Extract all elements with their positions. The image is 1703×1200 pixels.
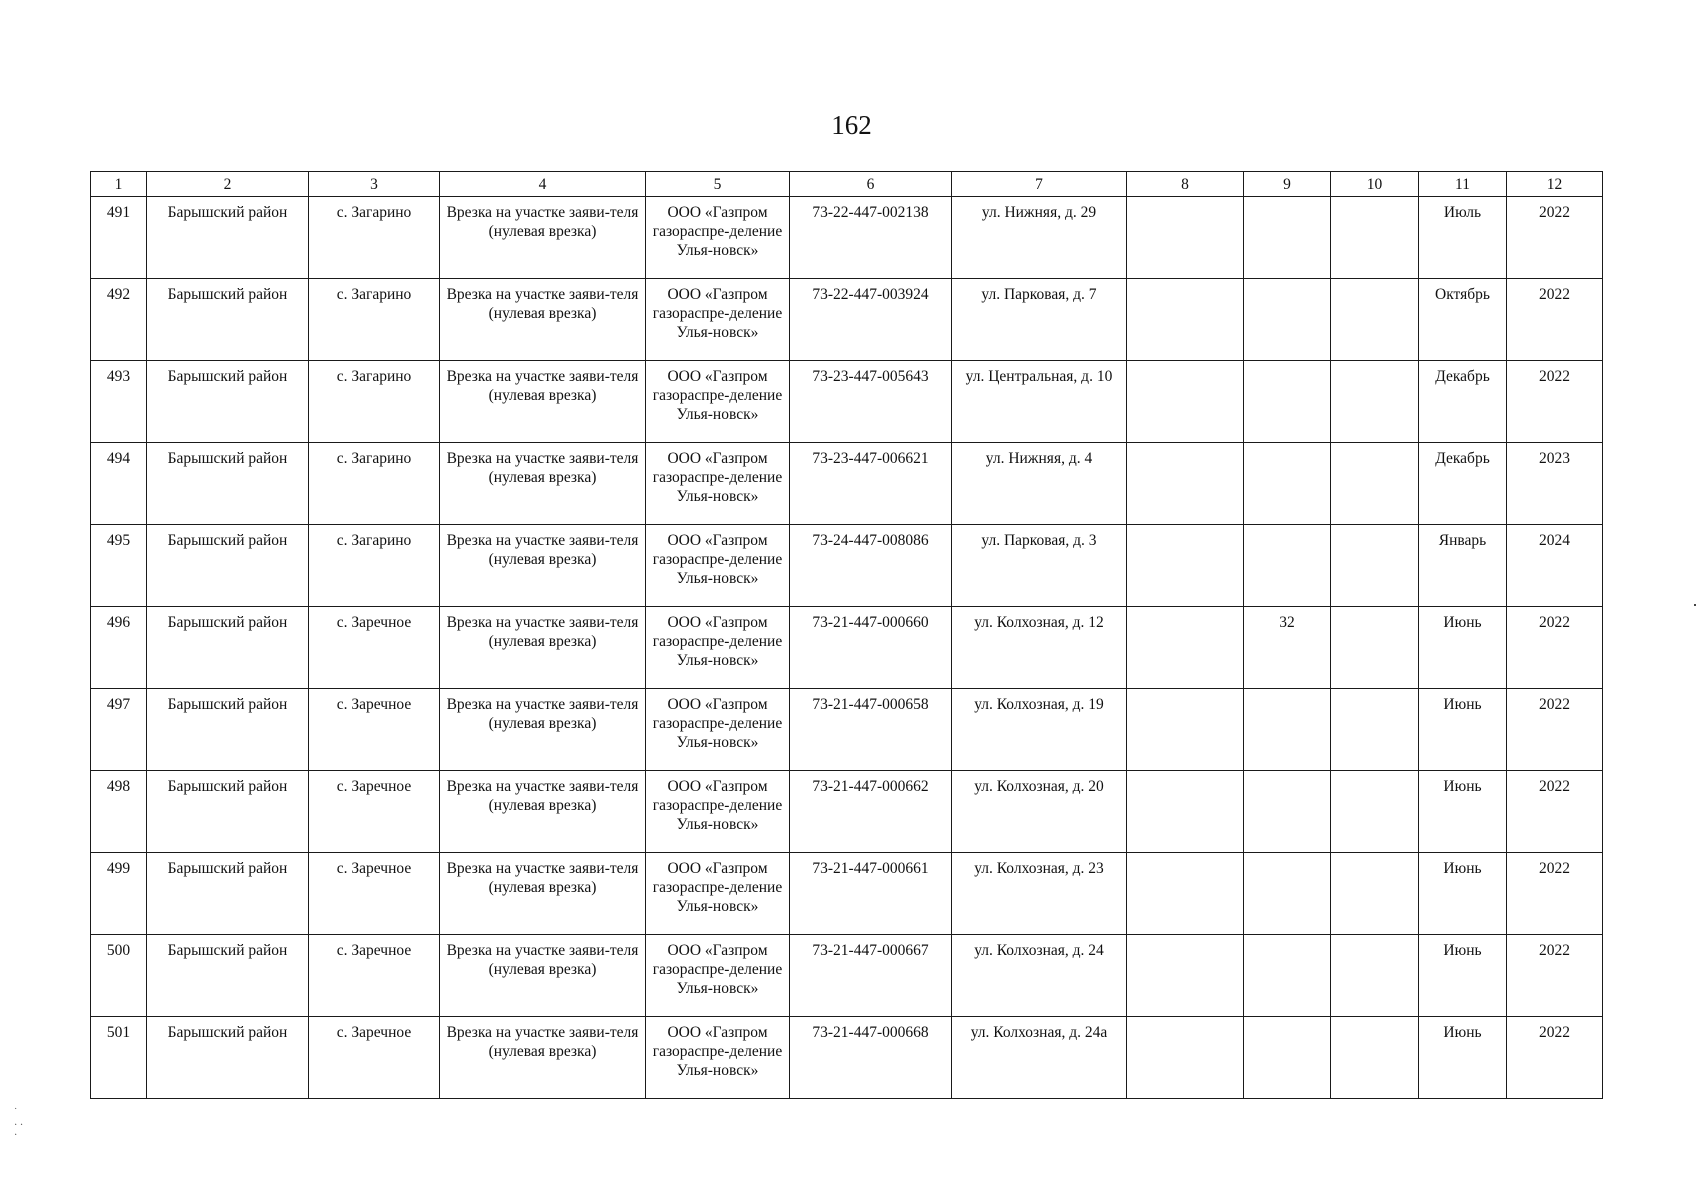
table-row [91,771,1603,853]
work-type-cell: Врезка на участке заяви-теля (нулевая врезка) [440,197,646,279]
year-cell: 2022 [1507,1017,1603,1099]
column-10-cell [1331,771,1419,853]
row-number: 491 [91,197,147,279]
column-10-cell [1331,1017,1419,1099]
village-cell: с. Заречное [309,689,440,771]
column-8-cell [1127,197,1244,279]
row-number: 495 [91,525,147,607]
district-cell: Барышский район [147,361,309,443]
column-9-cell [1244,1017,1331,1099]
table-row [91,1017,1603,1099]
column-8-cell [1127,771,1244,853]
work-type-cell: Врезка на участке заяви-теля (нулевая врезка) [440,525,646,607]
row-number: 497 [91,689,147,771]
column-9-cell [1244,853,1331,935]
object-code-cell: 73-21-447-000667 [790,935,952,1017]
header-row [91,172,1603,197]
column-header-7: 7 [952,172,1127,197]
column-8-cell [1127,443,1244,525]
table-row [91,853,1603,935]
column-10-cell [1331,443,1419,525]
column-9-cell [1244,197,1331,279]
scan-speck-right [1694,604,1696,606]
object-code-cell: 73-21-447-000668 [790,1017,952,1099]
village-cell: с. Загарино [309,279,440,361]
address-cell: ул. Парковая, д. 7 [952,279,1127,361]
district-cell: Барышский район [147,689,309,771]
address-cell: ул. Колхозная, д. 24 [952,935,1127,1017]
organization-cell: ООО «Газпром газораспре-деление Улья-новск» [646,525,790,607]
row-number: 492 [91,279,147,361]
table-row [91,689,1603,771]
village-cell: с. Загарино [309,197,440,279]
organization-cell: ООО «Газпром газораспре-деление Улья-новск» [646,689,790,771]
address-cell: ул. Нижняя, д. 29 [952,197,1127,279]
column-9-cell [1244,361,1331,443]
column-header-6: 6 [790,172,952,197]
column-9-cell [1244,771,1331,853]
column-header-5: 5 [646,172,790,197]
row-number: 496 [91,607,147,689]
column-header-2: 2 [147,172,309,197]
column-9-cell: 32 [1244,607,1331,689]
address-cell: ул. Колхозная, д. 24а [952,1017,1127,1099]
month-cell: Октябрь [1419,279,1507,361]
table-row [91,443,1603,525]
address-cell: ул. Колхозная, д. 23 [952,853,1127,935]
row-number: 494 [91,443,147,525]
address-cell: ул. Колхозная, д. 12 [952,607,1127,689]
work-type-cell: Врезка на участке заяви-теля (нулевая врезка) [440,935,646,1017]
column-8-cell [1127,361,1244,443]
district-cell: Барышский район [147,443,309,525]
column-header-11: 11 [1419,172,1507,197]
year-cell: 2024 [1507,525,1603,607]
district-cell: Барышский район [147,1017,309,1099]
address-cell: ул. Колхозная, д. 20 [952,771,1127,853]
month-cell: Июнь [1419,1017,1507,1099]
district-cell: Барышский район [147,607,309,689]
object-code-cell: 73-23-447-006621 [790,443,952,525]
work-type-cell: Врезка на участке заяви-теля (нулевая врезка) [440,771,646,853]
work-type-cell: Врезка на участке заяви-теля (нулевая врезка) [440,443,646,525]
month-cell: Июнь [1419,771,1507,853]
year-cell: 2023 [1507,443,1603,525]
object-code-cell: 73-21-447-000662 [790,771,952,853]
column-9-cell [1244,443,1331,525]
work-type-cell: Врезка на участке заяви-теля (нулевая врезка) [440,361,646,443]
year-cell: 2022 [1507,361,1603,443]
scan-specks: ˙ ․ ․ ․ [14,1107,24,1138]
object-code-cell: 73-22-447-003924 [790,279,952,361]
village-cell: с. Загарино [309,525,440,607]
column-10-cell [1331,197,1419,279]
month-cell: Декабрь [1419,443,1507,525]
district-cell: Барышский район [147,935,309,1017]
district-cell: Барышский район [147,853,309,935]
column-8-cell [1127,279,1244,361]
column-header-1: 1 [91,172,147,197]
year-cell: 2022 [1507,279,1603,361]
year-cell: 2022 [1507,607,1603,689]
object-code-cell: 73-24-447-008086 [790,525,952,607]
organization-cell: ООО «Газпром газораспре-деление Улья-новск» [646,279,790,361]
column-8-cell [1127,525,1244,607]
village-cell: с. Заречное [309,853,440,935]
village-cell: с. Загарино [309,443,440,525]
organization-cell: ООО «Газпром газораспре-деление Улья-новск» [646,771,790,853]
table-row [91,361,1603,443]
table-row [91,525,1603,607]
work-type-cell: Врезка на участке заяви-теля (нулевая врезка) [440,279,646,361]
month-cell: Июнь [1419,607,1507,689]
address-cell: ул. Нижняя, д. 4 [952,443,1127,525]
register-table [90,171,1603,1099]
column-header-12: 12 [1507,172,1603,197]
object-code-cell: 73-23-447-005643 [790,361,952,443]
column-8-cell [1127,607,1244,689]
year-cell: 2022 [1507,853,1603,935]
object-code-cell: 73-22-447-002138 [790,197,952,279]
year-cell: 2022 [1507,689,1603,771]
column-9-cell [1244,935,1331,1017]
row-number: 500 [91,935,147,1017]
month-cell: Январь [1419,525,1507,607]
row-number: 499 [91,853,147,935]
village-cell: с. Заречное [309,607,440,689]
column-header-3: 3 [309,172,440,197]
organization-cell: ООО «Газпром газораспре-деление Улья-новск» [646,197,790,279]
work-type-cell: Врезка на участке заяви-теля (нулевая врезка) [440,853,646,935]
column-10-cell [1331,935,1419,1017]
year-cell: 2022 [1507,771,1603,853]
table-row [91,197,1603,279]
month-cell: Июнь [1419,689,1507,771]
month-cell: Июнь [1419,935,1507,1017]
column-8-cell [1127,853,1244,935]
row-number: 498 [91,771,147,853]
column-header-10: 10 [1331,172,1419,197]
work-type-cell: Врезка на участке заяви-теля (нулевая врезка) [440,607,646,689]
column-10-cell [1331,279,1419,361]
district-cell: Барышский район [147,525,309,607]
organization-cell: ООО «Газпром газораспре-деление Улья-новск» [646,361,790,443]
column-header-8: 8 [1127,172,1244,197]
table-row [91,935,1603,1017]
month-cell: Декабрь [1419,361,1507,443]
village-cell: с. Заречное [309,935,440,1017]
work-type-cell: Врезка на участке заяви-теля (нулевая врезка) [440,689,646,771]
district-cell: Барышский район [147,279,309,361]
column-8-cell [1127,935,1244,1017]
table-row [91,607,1603,689]
object-code-cell: 73-21-447-000661 [790,853,952,935]
column-8-cell [1127,1017,1244,1099]
column-9-cell [1244,279,1331,361]
district-cell: Барышский район [147,197,309,279]
column-10-cell [1331,689,1419,771]
address-cell: ул. Центральная, д. 10 [952,361,1127,443]
work-type-cell: Врезка на участке заяви-теля (нулевая врезка) [440,1017,646,1099]
village-cell: с. Загарино [309,361,440,443]
organization-cell: ООО «Газпром газораспре-деление Улья-новск» [646,443,790,525]
year-cell: 2022 [1507,935,1603,1017]
object-code-cell: 73-21-447-000658 [790,689,952,771]
organization-cell: ООО «Газпром газораспре-деление Улья-новск» [646,1017,790,1099]
column-10-cell [1331,361,1419,443]
organization-cell: ООО «Газпром газораспре-деление Улья-новск» [646,607,790,689]
month-cell: Июнь [1419,853,1507,935]
column-header-4: 4 [440,172,646,197]
column-10-cell [1331,607,1419,689]
column-9-cell [1244,689,1331,771]
column-10-cell [1331,525,1419,607]
table-row [91,279,1603,361]
village-cell: с. Заречное [309,1017,440,1099]
row-number: 493 [91,361,147,443]
organization-cell: ООО «Газпром газораспре-деление Улья-новск» [646,935,790,1017]
table-body [91,197,1603,1099]
village-cell: с. Заречное [309,771,440,853]
object-code-cell: 73-21-447-000660 [790,607,952,689]
page-number: 162 [831,110,872,140]
address-cell: ул. Парковая, д. 3 [952,525,1127,607]
district-cell: Барышский район [147,771,309,853]
address-cell: ул. Колхозная, д. 19 [952,689,1127,771]
column-10-cell [1331,853,1419,935]
row-number: 501 [91,1017,147,1099]
month-cell: Июль [1419,197,1507,279]
organization-cell: ООО «Газпром газораспре-деление Улья-новск» [646,853,790,935]
column-header-9: 9 [1244,172,1331,197]
column-8-cell [1127,689,1244,771]
column-9-cell [1244,525,1331,607]
year-cell: 2022 [1507,197,1603,279]
